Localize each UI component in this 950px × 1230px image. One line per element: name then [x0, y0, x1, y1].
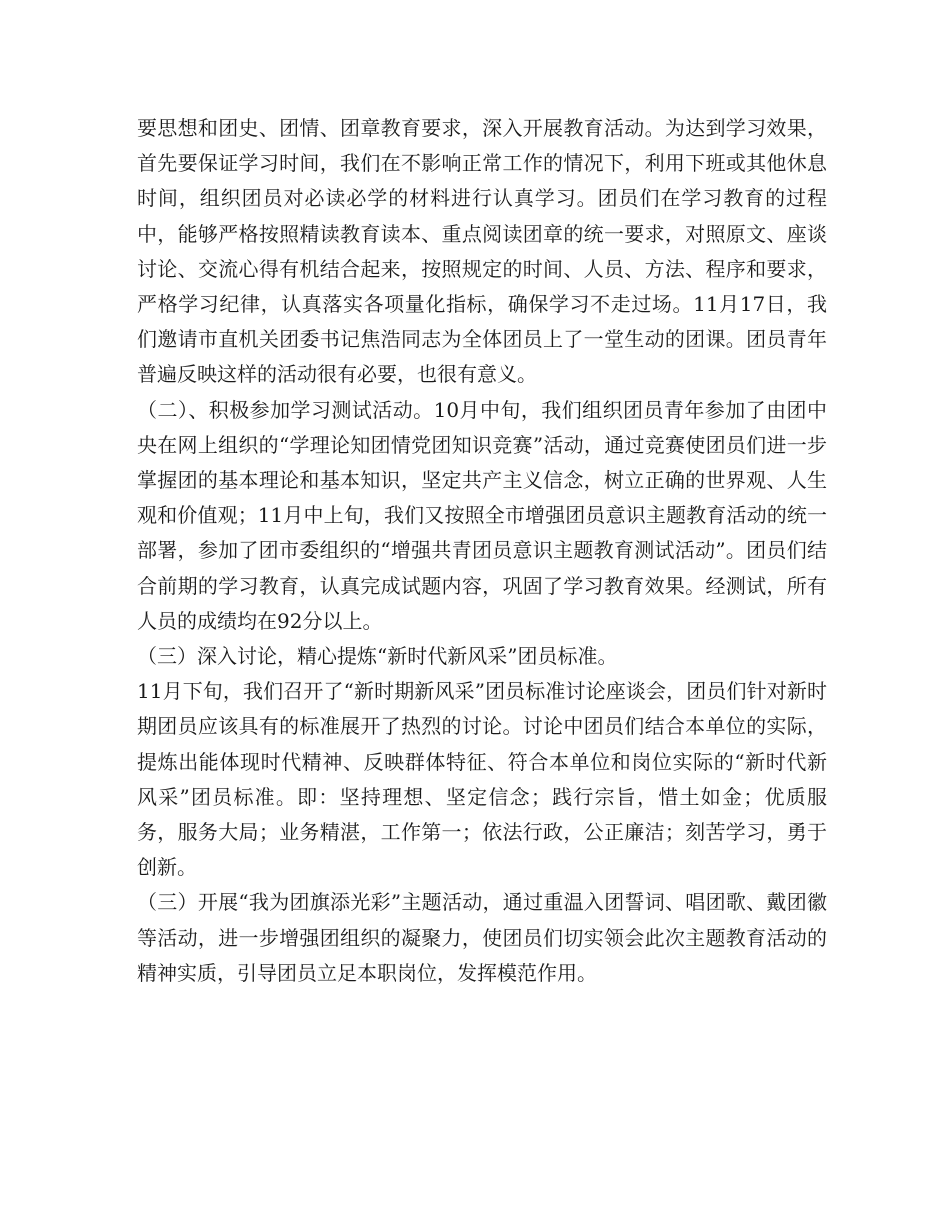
paragraph-flag-activity: （三）开展“我为团旗添光彩”主题活动，通过重温入团誓词、唱团歌、戴团徽等活动，进一步增强团组织的凝聚力，使团员们切实领会此次主题教育活动的精神实质，引导团员立足本职岗位，发挥模范作用。 — [137, 890, 827, 985]
paragraph-study-education: 要思想和团史、团情、团章教育要求，深入开展教育活动。为达到学习效果，首先要保证学习时间，我们在不影响正常工作的情况下，利用下班或其他休息时间，组织团员对必读必学的材料进行认真学习。团员们在学习教育的过程中，能够严格按照精读教育读本、重点阅读团章的统一要求，对照原文、座谈讨论、交流心得有机结合起来，按照规定的时间、人员、方法、程序和要求，严格学习纪律，认真落实各项量化指标，确保学习不走过场。11月17日，我们邀请市直机关团委书记焦浩同志为全体团员上了一堂生动的团课。团员青年普遍反映这样的活动很有必要，也很有意义。 — [137, 116, 827, 387]
paragraph-discussion-heading: （三）深入讨论，精心提炼“新时代新风采”团员标准。 — [137, 644, 618, 669]
paragraph-discussion-body: 11月下旬，我们召开了“新时期新风采”团员标准讨论座谈会，团员们针对新时期团员应该具有的标准展开了热烈的讨论。讨论中团员们结合本单位的实际，提炼出能体现时代精神、反映群体特征、符合本单位和岗位实际的“新时代新风采”团员标准。即：坚持理想、坚定信念；践行宗旨，惜土如金；优质服务，服务大局；业务精湛，工作第一；依法行政，公正廉洁；刻苦学习，勇于创新。 — [137, 679, 827, 880]
paragraph-test-activity: （二）、积极参加学习测试活动。10月中旬，我们组织团员青年参加了由团中央在网上组织的“学理论知团情党团知识竞赛”活动，通过竞赛使团员们进一步掌握团的基本理论和基本知识，坚定共产主义信念，树立正确的世界观、人生观和价值观；11月中上旬，我们又按照全市增强团员意识主题教育活动的统一部署，参加了团市委组织的“增强共青团员意识主题教育测试活动”。团员们结合前期的学习教育，认真完成试题内容，巩固了学习教育效果。经测试，所有人员的成绩均在92分以上。 — [137, 397, 827, 633]
document-body — [137, 111, 827, 991]
